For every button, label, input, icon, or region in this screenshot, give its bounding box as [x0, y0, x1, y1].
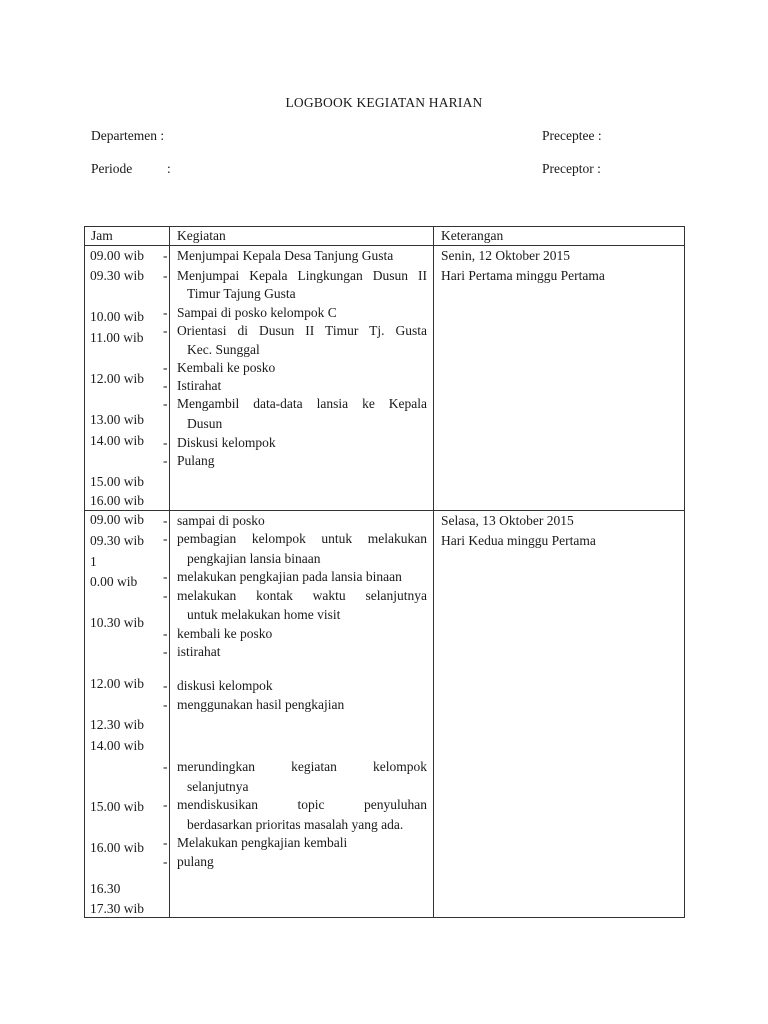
activity-line: istirahat	[177, 644, 221, 659]
activity-line: Istirahat	[177, 378, 222, 393]
bullet-dash: -	[163, 378, 168, 393]
activity-line: melakukan pengkajian pada lansia binaan	[177, 569, 402, 584]
bullet-dash: -	[163, 305, 168, 320]
time-cell: 15.00 wib	[90, 474, 144, 489]
activity-line: pembagian kelompok untuk melakukan	[177, 531, 427, 546]
activity-line: Diskusi kelompok	[177, 435, 276, 450]
time-cell: 09.00 wib	[90, 512, 144, 527]
activity-line: Sampai di posko kelompok C	[177, 305, 337, 320]
bullet-dash: -	[163, 569, 168, 584]
column-divider-2	[433, 226, 434, 918]
activity-line: diskusi kelompok	[177, 678, 273, 693]
time-cell: 16.00 wib	[90, 493, 144, 508]
bullet-dash: -	[163, 678, 168, 693]
periode-label: Periode	[91, 161, 133, 176]
week-note: Hari Pertama minggu Pertama	[441, 268, 605, 283]
activity-line: sampai di posko	[177, 513, 265, 528]
activity-line: Orientasi di Dusun II Timur Tj. Gusta	[177, 323, 427, 338]
activity-line: selanjutnya	[187, 779, 249, 794]
time-cell: 1	[90, 554, 97, 569]
time-cell: 09.30 wib	[90, 533, 144, 548]
bullet-dash: -	[163, 268, 168, 283]
activity-line: pengkajian lansia binaan	[187, 551, 321, 566]
time-cell: 12.00 wib	[90, 676, 144, 691]
bullet-dash: -	[163, 531, 168, 546]
time-cell: 10.30 wib	[90, 615, 144, 630]
table-border-top	[84, 226, 685, 227]
time-cell: 10.00 wib	[90, 309, 144, 324]
header-kegiatan: Kegiatan	[177, 228, 226, 243]
bullet-dash: -	[163, 759, 168, 774]
time-cell: 12.30 wib	[90, 717, 144, 732]
activity-line: mendiskusikan topic penyuluhan	[177, 797, 427, 812]
date-note: Selasa, 13 Oktober 2015	[441, 513, 574, 528]
bullet-dash: -	[163, 626, 168, 641]
day-divider	[84, 510, 685, 511]
bullet-dash: -	[163, 797, 168, 812]
table-border-right	[684, 226, 685, 918]
time-cell: 12.00 wib	[90, 371, 144, 386]
activity-line: Kec. Sunggal	[187, 342, 260, 357]
time-cell: 16.30	[90, 881, 121, 896]
time-cell: 14.00 wib	[90, 433, 144, 448]
bullet-dash: -	[163, 854, 168, 869]
time-cell: 17.30 wib	[90, 901, 144, 916]
activity-line: Menjumpai Kepala Desa Tanjung Gusta	[177, 248, 394, 263]
time-cell: 13.00 wib	[90, 412, 144, 427]
bullet-dash: -	[163, 697, 168, 712]
time-cell: 0.00 wib	[90, 574, 138, 589]
activity-line	[177, 267, 427, 285]
column-divider-1	[169, 226, 170, 918]
header-jam: Jam	[91, 228, 113, 243]
activity-line: berdasarkan prioritas masalah yang ada.	[187, 817, 404, 832]
activity-line: merundingkan kegiatan kelompok	[177, 759, 427, 774]
activity-line: Pulang	[177, 453, 215, 468]
departemen-label: Departemen :	[91, 128, 165, 143]
periode-colon: :	[167, 161, 171, 176]
time-cell: 11.00 wib	[90, 330, 144, 345]
table-border-bottom	[84, 917, 685, 918]
preceptor-label: Preceptor :	[542, 161, 601, 176]
activity-line: Kembali ke posko	[177, 360, 276, 375]
activity-line: Mengambil data-data lansia ke Kepala	[177, 396, 427, 411]
time-cell: 14.00 wib	[90, 738, 144, 753]
preceptee-label: Preceptee :	[542, 128, 602, 143]
activity-line: Melakukan pengkajian kembali	[177, 835, 348, 850]
header-divider	[84, 245, 685, 246]
table-border-left	[84, 226, 85, 918]
bullet-dash: -	[163, 835, 168, 850]
bullet-dash: -	[163, 248, 168, 263]
page-title: LOGBOOK KEGIATAN HARIAN	[285, 95, 483, 110]
bullet-dash: -	[163, 588, 168, 603]
time-cell: 09.30 wib	[90, 268, 144, 283]
activity-line: melakukan kontak waktu selanjutnya	[177, 588, 427, 603]
date-note: Senin, 12 Oktober 2015	[441, 248, 570, 263]
week-note: Hari Kedua minggu Pertama	[441, 533, 596, 548]
activity-line: kembali ke posko	[177, 626, 273, 641]
activity-line: Dusun	[187, 416, 223, 431]
activity-line: untuk melakukan home visit	[187, 607, 341, 622]
time-cell: 15.00 wib	[90, 799, 144, 814]
bullet-dash: -	[163, 453, 168, 468]
bullet-dash: -	[163, 513, 168, 528]
activity-line: menggunakan hasil pengkajian	[177, 697, 345, 712]
bullet-dash: -	[163, 360, 168, 375]
bullet-dash: -	[163, 644, 168, 659]
time-cell: 16.00 wib	[90, 840, 144, 855]
activity-text: Menjumpai Kepala Lingkungan Dusun II	[177, 268, 427, 283]
bullet-dash: -	[163, 396, 168, 411]
bullet-dash: -	[163, 323, 168, 338]
time-cell: 09.00 wib	[90, 248, 144, 263]
header-keterangan: Keterangan	[441, 228, 504, 243]
activity-line: pulang	[177, 854, 214, 869]
activity-line: Timur Tajung Gusta	[187, 286, 296, 301]
bullet-dash: -	[163, 435, 168, 450]
